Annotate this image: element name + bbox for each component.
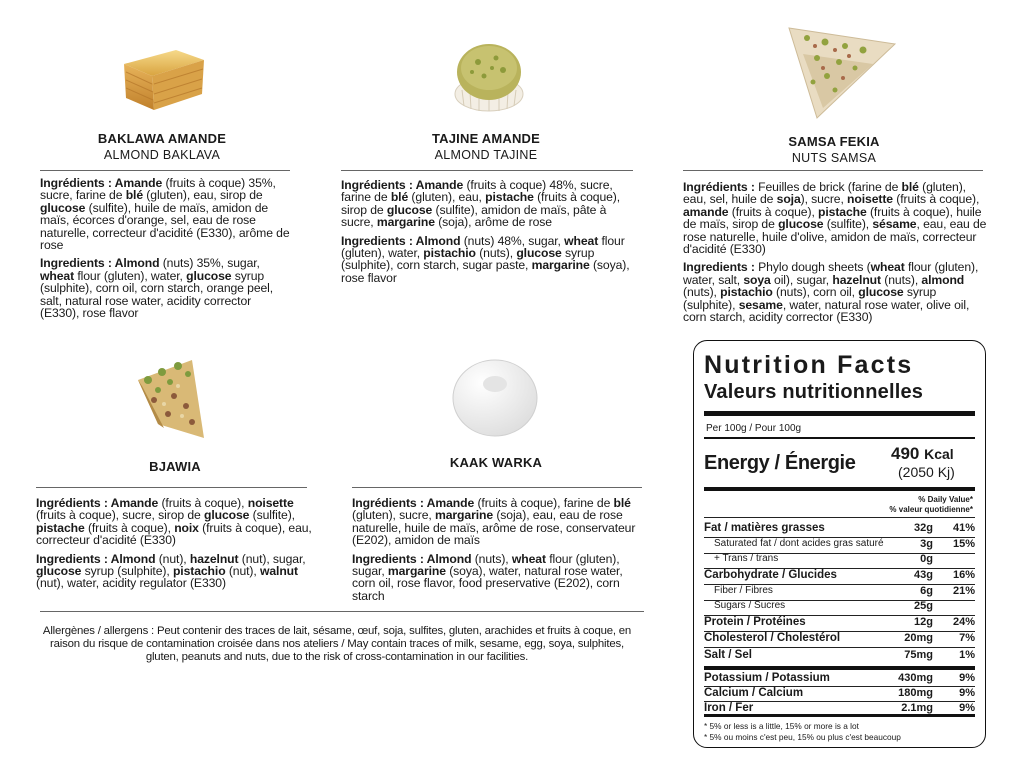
allergen-ingredient: glucose (516, 246, 562, 261)
allergen-ingredient: wheat (40, 268, 75, 283)
ingredient-text: (gluten), eau, sirop de (143, 188, 263, 203)
ingredient-text: (nuts), (471, 551, 512, 566)
ingredient-text: (sulfite), (823, 217, 873, 232)
ingredient-text: (nut), (155, 551, 190, 566)
allergen-ingredient: noisette (247, 496, 294, 510)
nutrient-label: Potassium / Potassium (704, 672, 830, 684)
allergen-label: Allergènes / allergens : (42, 625, 154, 637)
energy-kj: (2050 Kj) (898, 464, 955, 480)
ingredient-text: (fruits à coque) 48%, sucre, farine de (341, 178, 613, 205)
ingredient-text: (soya), water, natural rose water, corn oil, rose flavor, food preservative (E202), corn starch (352, 564, 623, 603)
ingredient-text: (fruits à coque), (728, 204, 819, 219)
nutrient-row (704, 568, 975, 584)
ingredient-text: (sulfite), huile de maïs, amidon de maïs, écorces d'orange, sel, eau de rose naturelle, correcteur d'acidité (E330), arôme de rose (40, 200, 290, 253)
energy-kcal (891, 444, 954, 464)
nutrient-daily-value: 9% (959, 672, 975, 684)
nutrient-amount: 12g (914, 616, 933, 628)
nutrient-amount: 2.1mg (901, 702, 933, 714)
product-name-kaak: KAAK WARKA (449, 455, 543, 470)
ingredients-label: Ingredients : (683, 260, 755, 275)
ingredient-text: Phylo dough sheets ( (754, 260, 871, 275)
nutrient-label: Fiber / Fibres (714, 585, 773, 596)
product-subtitle-samsa: NUTS SAMSA (791, 151, 877, 165)
ingredient-text: flour (gluten), water, (74, 268, 187, 283)
ingredient-text: (fruits à coque) 35%, sucre, farine de (40, 176, 276, 203)
nutrient-row (704, 671, 975, 687)
nutrient-row (704, 521, 975, 537)
ingredient-text: syrup (sulphite), (81, 564, 173, 579)
nutrient-daily-value: 21% (952, 585, 975, 597)
allergen-ingredient: sésame (872, 217, 917, 232)
ingredients-label: Ingrédients : (683, 180, 755, 194)
ingredient-text: (nut), water, acidity regulator (E330) (36, 576, 226, 591)
thick-rule (704, 714, 975, 717)
ingredient-text: oil), sugar, (770, 272, 833, 287)
thick-rule (704, 411, 975, 416)
allergen-ingredient: Almond (107, 551, 156, 566)
allergen-ingredient: soya (743, 272, 771, 287)
allergen-ingredient: Almond (111, 256, 160, 271)
allergen-ingredient: Almond (423, 551, 472, 566)
nutrient-daily-value: 24% (952, 616, 975, 628)
nutrient-label: Salt / Sel (704, 649, 752, 661)
allergen-ingredient: wheat (511, 551, 546, 566)
ingredient-text: (fruits à coque), (158, 496, 248, 510)
allergen-ingredient: Amande (423, 496, 475, 510)
allergen-ingredient: margarine (434, 508, 494, 523)
nutrient-daily-value: 16% (952, 569, 975, 581)
energy-kcal-value: 490 (891, 444, 920, 463)
ingredient-text: , eau, eau de rose naturelle, huile d'olive, amidon de maïs, correcteur d'acidité (E330) (683, 217, 987, 257)
nutrient-row (704, 648, 975, 664)
allergen-ingredient: Amande (111, 176, 163, 190)
ingredients-samsa (683, 181, 989, 329)
divider (36, 487, 307, 488)
nutrient-row (704, 615, 975, 631)
nutrient-label: Iron / Fer (704, 702, 754, 714)
product-name-baklawa: BAKLAWA AMANDE (97, 131, 227, 146)
allergen-ingredient: blé (390, 190, 409, 205)
allergen-ingredient: noix (174, 520, 199, 535)
row-divider (704, 517, 975, 518)
nutrition-title-en: Nutrition Facts (704, 351, 914, 379)
ingredients-label: Ingredients : (36, 551, 108, 566)
ingredient-text: syrup (sulphite), corn starch, sugar paste, (341, 246, 595, 273)
allergen-ingredient: blé (125, 188, 144, 203)
thick-rule (704, 666, 975, 670)
ingredient-text: (sulfite), amidon de maïs, pâte à sucre, (341, 202, 607, 230)
product-subtitle-tajine: ALMOND TAJINE (434, 148, 538, 162)
allergen-ingredient: almond (921, 272, 965, 287)
ingredient-text: syrup (sulphite), corn oil, corn starch, orange peel, salt, natural rose water, acidity corrector (E330), rose flavor (40, 268, 274, 321)
allergen-ingredient: blé (901, 180, 919, 194)
nutrient-row (704, 599, 975, 615)
divider (40, 170, 290, 171)
ingredient-text: flour (gluten), sugar, (352, 551, 620, 579)
ingredient-text: (fruits à coque), sucre, sirop de (36, 508, 204, 523)
nutrient-amount: 3g (920, 538, 933, 550)
nutrient-amount: 6g (920, 585, 933, 597)
nutrient-row (704, 537, 975, 553)
ingredients-tajine (341, 179, 633, 290)
allergen-ingredient: blé (613, 496, 631, 510)
ingredient-text: (fruits à coque), sirop de (341, 190, 621, 217)
footnote-en: * 5% or less is a little, 15% or more is a lot (704, 721, 859, 731)
ingredients-baklawa (40, 177, 290, 325)
nutrient-daily-value: 41% (952, 522, 975, 534)
footnote-fr: * 5% ou moins c'est peu, 15% ou plus c'est beaucoup (704, 732, 901, 742)
allergen-ingredient: wheat (870, 260, 905, 275)
nutrient-row (704, 631, 975, 647)
ingredients-label: Ingrédients : (352, 496, 424, 510)
nutrient-amount: 0g (920, 553, 933, 565)
ingredient-text: (fruits à coque), eau, correcteur d'acidité (E330) (36, 520, 312, 548)
thick-rule (704, 487, 975, 491)
product-name-bjawia: BJAWIA (149, 459, 201, 474)
ingredient-text: syrup (sulphite), (683, 285, 937, 312)
nutrient-amount: 32g (914, 522, 933, 534)
allergen-ingredient: Almond (412, 233, 461, 248)
nutrition-facts-panel (693, 340, 986, 748)
ingredient-text: , water, natural rose water, olive oil, corn starch, acidity corrector (E330) (683, 297, 970, 325)
nutrient-amount: 75mg (904, 649, 933, 661)
allergen-ingredient: pistachio (423, 246, 476, 261)
allergen-ingredient: amande (683, 204, 729, 219)
divider (341, 170, 633, 171)
serving-size: Per 100g / Pour 100g (706, 423, 802, 434)
nutrient-amount: 43g (914, 569, 933, 581)
allergen-ingredient: sesame (738, 297, 783, 312)
divider (40, 611, 644, 612)
kaak-warka-image (448, 352, 542, 440)
ingredient-text: (fruits à coque), huile de maïs, sirop de (683, 204, 982, 232)
tajine-amande-image (448, 38, 530, 114)
divider (352, 487, 642, 488)
energy-label: Energy / Énergie (704, 452, 856, 474)
samsa-fekia-image (783, 24, 901, 122)
nutrient-daily-value: 7% (959, 632, 975, 644)
allergen-ingredient: pistachio (720, 285, 773, 300)
ingredients-label: Ingrédients : (341, 178, 413, 192)
nutrient-row (704, 552, 975, 568)
allergen-ingredient: glucose (858, 285, 904, 300)
ingredient-text: (sulfite), (249, 508, 295, 523)
ingredient-text: (nuts) 35%, sugar, (159, 256, 260, 271)
allergen-ingredient: glucose (40, 200, 86, 215)
nutrient-label: Fat / matières grasses (704, 522, 825, 534)
ingredient-text: (nuts), (475, 246, 517, 261)
allergen-ingredient: Amande (107, 496, 159, 510)
nutrient-row (704, 584, 975, 600)
allergen-ingredient: hazelnut (189, 551, 239, 566)
allergen-ingredient: wheat (564, 233, 599, 248)
nutrient-label: + Trans / trans (714, 553, 779, 564)
allergen-text: Peut contenir des traces de lait, sésame, œuf, soja, sulfites, gluten, arachides et fruits à coque, en raison du risque de contamination croisée dans nos ateliers / May contain traces of milk, sesame, egg, soya, sulphites, gluten, peanuts and nuts, due to the risk of cross-contamination in our facilities. (50, 625, 632, 663)
allergen-ingredient: pistache (818, 204, 867, 219)
baklawa-amande-image (116, 42, 210, 114)
ingredient-text: flour (gluten), water, (341, 233, 625, 261)
nutrient-amount: 180mg (898, 687, 933, 699)
nutrient-label: Carbohydrate / Glucides (704, 569, 837, 581)
ingredient-text: (fruits à coque), farine de (474, 496, 614, 510)
row-divider (704, 701, 975, 702)
nutrient-label: Protein / Protéines (704, 616, 806, 628)
ingredient-text: (soya), rose flavor (341, 258, 630, 285)
allergen-ingredient: pistache (36, 520, 85, 535)
row-divider (704, 686, 975, 687)
product-subtitle-baklawa: ALMOND BAKLAVA (103, 148, 221, 162)
nutrient-label: Saturated fat / dont acides gras saturé (714, 538, 884, 549)
daily-value-fr: % valeur quotidienne* (889, 504, 973, 514)
ingredient-text: (gluten), eau, (408, 190, 486, 205)
ingredients-label: Ingrédients : (40, 176, 112, 190)
ingredient-text: (nut), (225, 564, 260, 579)
rule (704, 437, 975, 439)
nutrient-daily-value: 15% (952, 538, 975, 550)
ingredient-text: (nut), sugar, (238, 551, 306, 566)
ingredients-label: Ingrédients : (36, 496, 108, 510)
allergen-ingredient: margarine (387, 564, 446, 579)
divider (683, 170, 983, 171)
ingredient-text: (gluten), eau, sel, huile de (683, 180, 966, 207)
ingredient-text: (nuts), corn oil, (772, 285, 859, 300)
ingredient-text: (fruits à coque), (84, 520, 175, 535)
allergen-ingredient: glucose (36, 564, 82, 579)
nutrient-amount: 25g (914, 600, 933, 612)
nutrient-label: Calcium / Calcium (704, 687, 804, 699)
allergen-ingredient: margarine (376, 215, 435, 230)
energy-kcal-unit: Kcal (924, 446, 954, 462)
allergen-note (40, 625, 634, 664)
ingredient-text: ), sucre, (800, 192, 848, 207)
ingredient-text: (soja), eau, eau de rose naturelle, huile de maïs, arôme de rose, conservateur (E202), amidon de maïs (352, 508, 636, 548)
ingredients-bjawia (36, 497, 312, 596)
ingredient-text: (gluten), sucre, (352, 508, 435, 523)
daily-value-header (889, 495, 973, 514)
daily-value-en: % Daily Value* (918, 495, 973, 504)
allergen-ingredient: pistache (485, 190, 534, 205)
nutrient-daily-value: 9% (959, 687, 975, 699)
allergen-ingredient: glucose (386, 202, 433, 217)
nutrient-label: Sugars / Sucres (714, 600, 786, 611)
allergen-ingredient: glucose (203, 508, 250, 523)
ingredients-label: Ingredients : (40, 256, 112, 271)
allergen-ingredient: hazelnut (832, 272, 881, 287)
ingredient-text: (nuts) 48%, sugar, (460, 233, 565, 248)
nutrient-amount: 20mg (904, 632, 933, 644)
allergen-ingredient: walnut (259, 564, 298, 579)
allergen-ingredient: glucose (778, 217, 824, 232)
allergen-ingredient: glucose (186, 268, 232, 283)
nutrient-row (704, 686, 975, 702)
bjawia-image (134, 356, 208, 444)
ingredient-text: (fruits à coque), (892, 192, 980, 207)
product-name-samsa: SAMSA FEKIA (788, 134, 880, 149)
ingredient-text: (nuts), (880, 272, 922, 287)
allergen-ingredient: noisette (847, 192, 893, 207)
ingredients-kaak (352, 497, 644, 608)
ingredient-text: Feuilles de brick (farine de (754, 180, 902, 194)
nutrient-label: Cholesterol / Cholestérol (704, 632, 841, 644)
ingredients-label: Ingredients : (341, 233, 413, 248)
nutrient-daily-value: 1% (959, 649, 975, 661)
nutrient-amount: 430mg (898, 672, 933, 684)
allergen-ingredient: pistachio (172, 564, 226, 579)
ingredient-text: flour (gluten), water, salt, (683, 260, 979, 287)
allergen-ingredient: margarine (531, 258, 590, 273)
allergen-ingredient: soja (776, 192, 801, 207)
product-name-tajine: TAJINE AMANDE (431, 131, 541, 146)
ingredient-text: (soja), arôme de rose (434, 215, 552, 230)
nutrition-title-fr: Valeurs nutritionnelles (704, 381, 924, 403)
nutrient-daily-value: 9% (959, 702, 975, 714)
ingredients-label: Ingredients : (352, 551, 424, 566)
allergen-ingredient: Amande (412, 178, 464, 192)
ingredient-text: (nuts), (683, 285, 721, 300)
